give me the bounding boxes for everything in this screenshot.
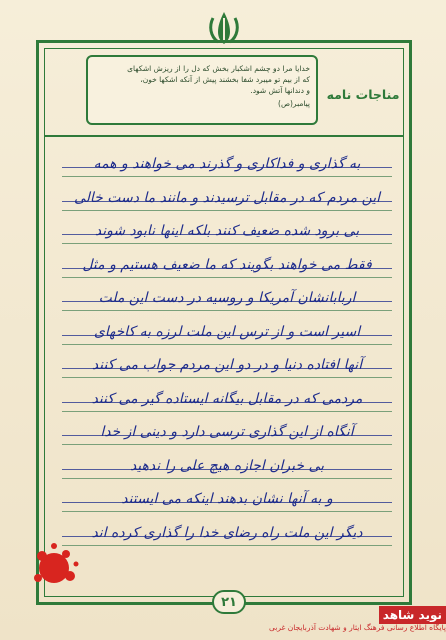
- quote-line-2: که از بیم تو میبرد شفا بخشند پیش از آنکه اشکها خون،: [140, 75, 310, 84]
- strikethrough-line: [62, 268, 392, 269]
- strikethrough-line: [62, 335, 392, 336]
- strikethrough-line: [62, 536, 392, 537]
- handwritten-letter: [62, 150, 392, 550]
- strikethrough-line: [62, 167, 392, 168]
- handwritten-line: این مردم که در مقابل ترسیدند و مانند ما دست خالی: [73, 189, 381, 206]
- quote-line-1: خدایا مرا دو چشم اشکبار بخش که دل را از ریزش اشکهای: [127, 64, 310, 73]
- quote-box: [86, 55, 318, 125]
- handwritten-line: اربابانشان آمریکا و روسیه در دست این ملت: [98, 290, 356, 306]
- strikethrough-line: [62, 201, 392, 202]
- quote-text: [96, 63, 310, 121]
- strikethrough-line: [62, 469, 392, 470]
- strikethrough-line: [62, 502, 392, 503]
- handwritten-line: دیگر این ملت راه رضای خدا را گذاری کرده اند: [91, 524, 363, 541]
- header-divider: [44, 135, 404, 137]
- strikethrough-line: [62, 435, 392, 436]
- strikethrough-line: [62, 301, 392, 302]
- strikethrough-line: [62, 234, 392, 235]
- handwritten-line: به گذاری و فداکاری و گذرند می خواهند و همه: [93, 156, 361, 172]
- title-block: [322, 72, 404, 116]
- watermark-brand: نوید شاهد: [379, 606, 446, 624]
- handwritten-line: آنها افتاده دنیا و در دو این مردم جواب می کنند: [91, 357, 363, 373]
- quote-line-3: و دندانها آتش شود.: [250, 86, 310, 95]
- handwritten-line: فقط می خواهند بگویند که ما ضعیف هستیم و مثل: [82, 256, 372, 273]
- handwritten-line: آنگاه از این گذاری ترسی دارد و دینی از خدا: [100, 424, 354, 440]
- strikethrough-line: [62, 402, 392, 403]
- page-number: ۲۱: [221, 594, 237, 610]
- handwritten-line: مردمی که در مقابل بیگانه ایستاده گیر می کنند: [91, 390, 363, 407]
- handwritten-line: اسیر است و از ترس این ملت لرزه به کاخهای: [93, 323, 361, 340]
- watermark: [268, 606, 446, 640]
- watermark-caption: پایگاه اطلاع رسانی فرهنگ ایثار و شهادت آذربایجان غربی: [268, 623, 446, 632]
- quote-signature: پیامبر(ص): [278, 99, 310, 108]
- blood-stain-icon: [26, 538, 82, 594]
- strikethrough-line: [62, 368, 392, 369]
- page-title: مناجات نامه: [326, 86, 400, 102]
- page-number-badge: [212, 590, 246, 614]
- handwritten-line: و به آنها نشان بدهند اینکه می ایستند: [121, 491, 333, 507]
- handwritten-line: بی خبران اجازه هیچ علی را ندهید: [129, 457, 325, 474]
- handwritten-line: بی برود شده ضعیف کنند بلکه اینها نابود شوند: [94, 223, 360, 239]
